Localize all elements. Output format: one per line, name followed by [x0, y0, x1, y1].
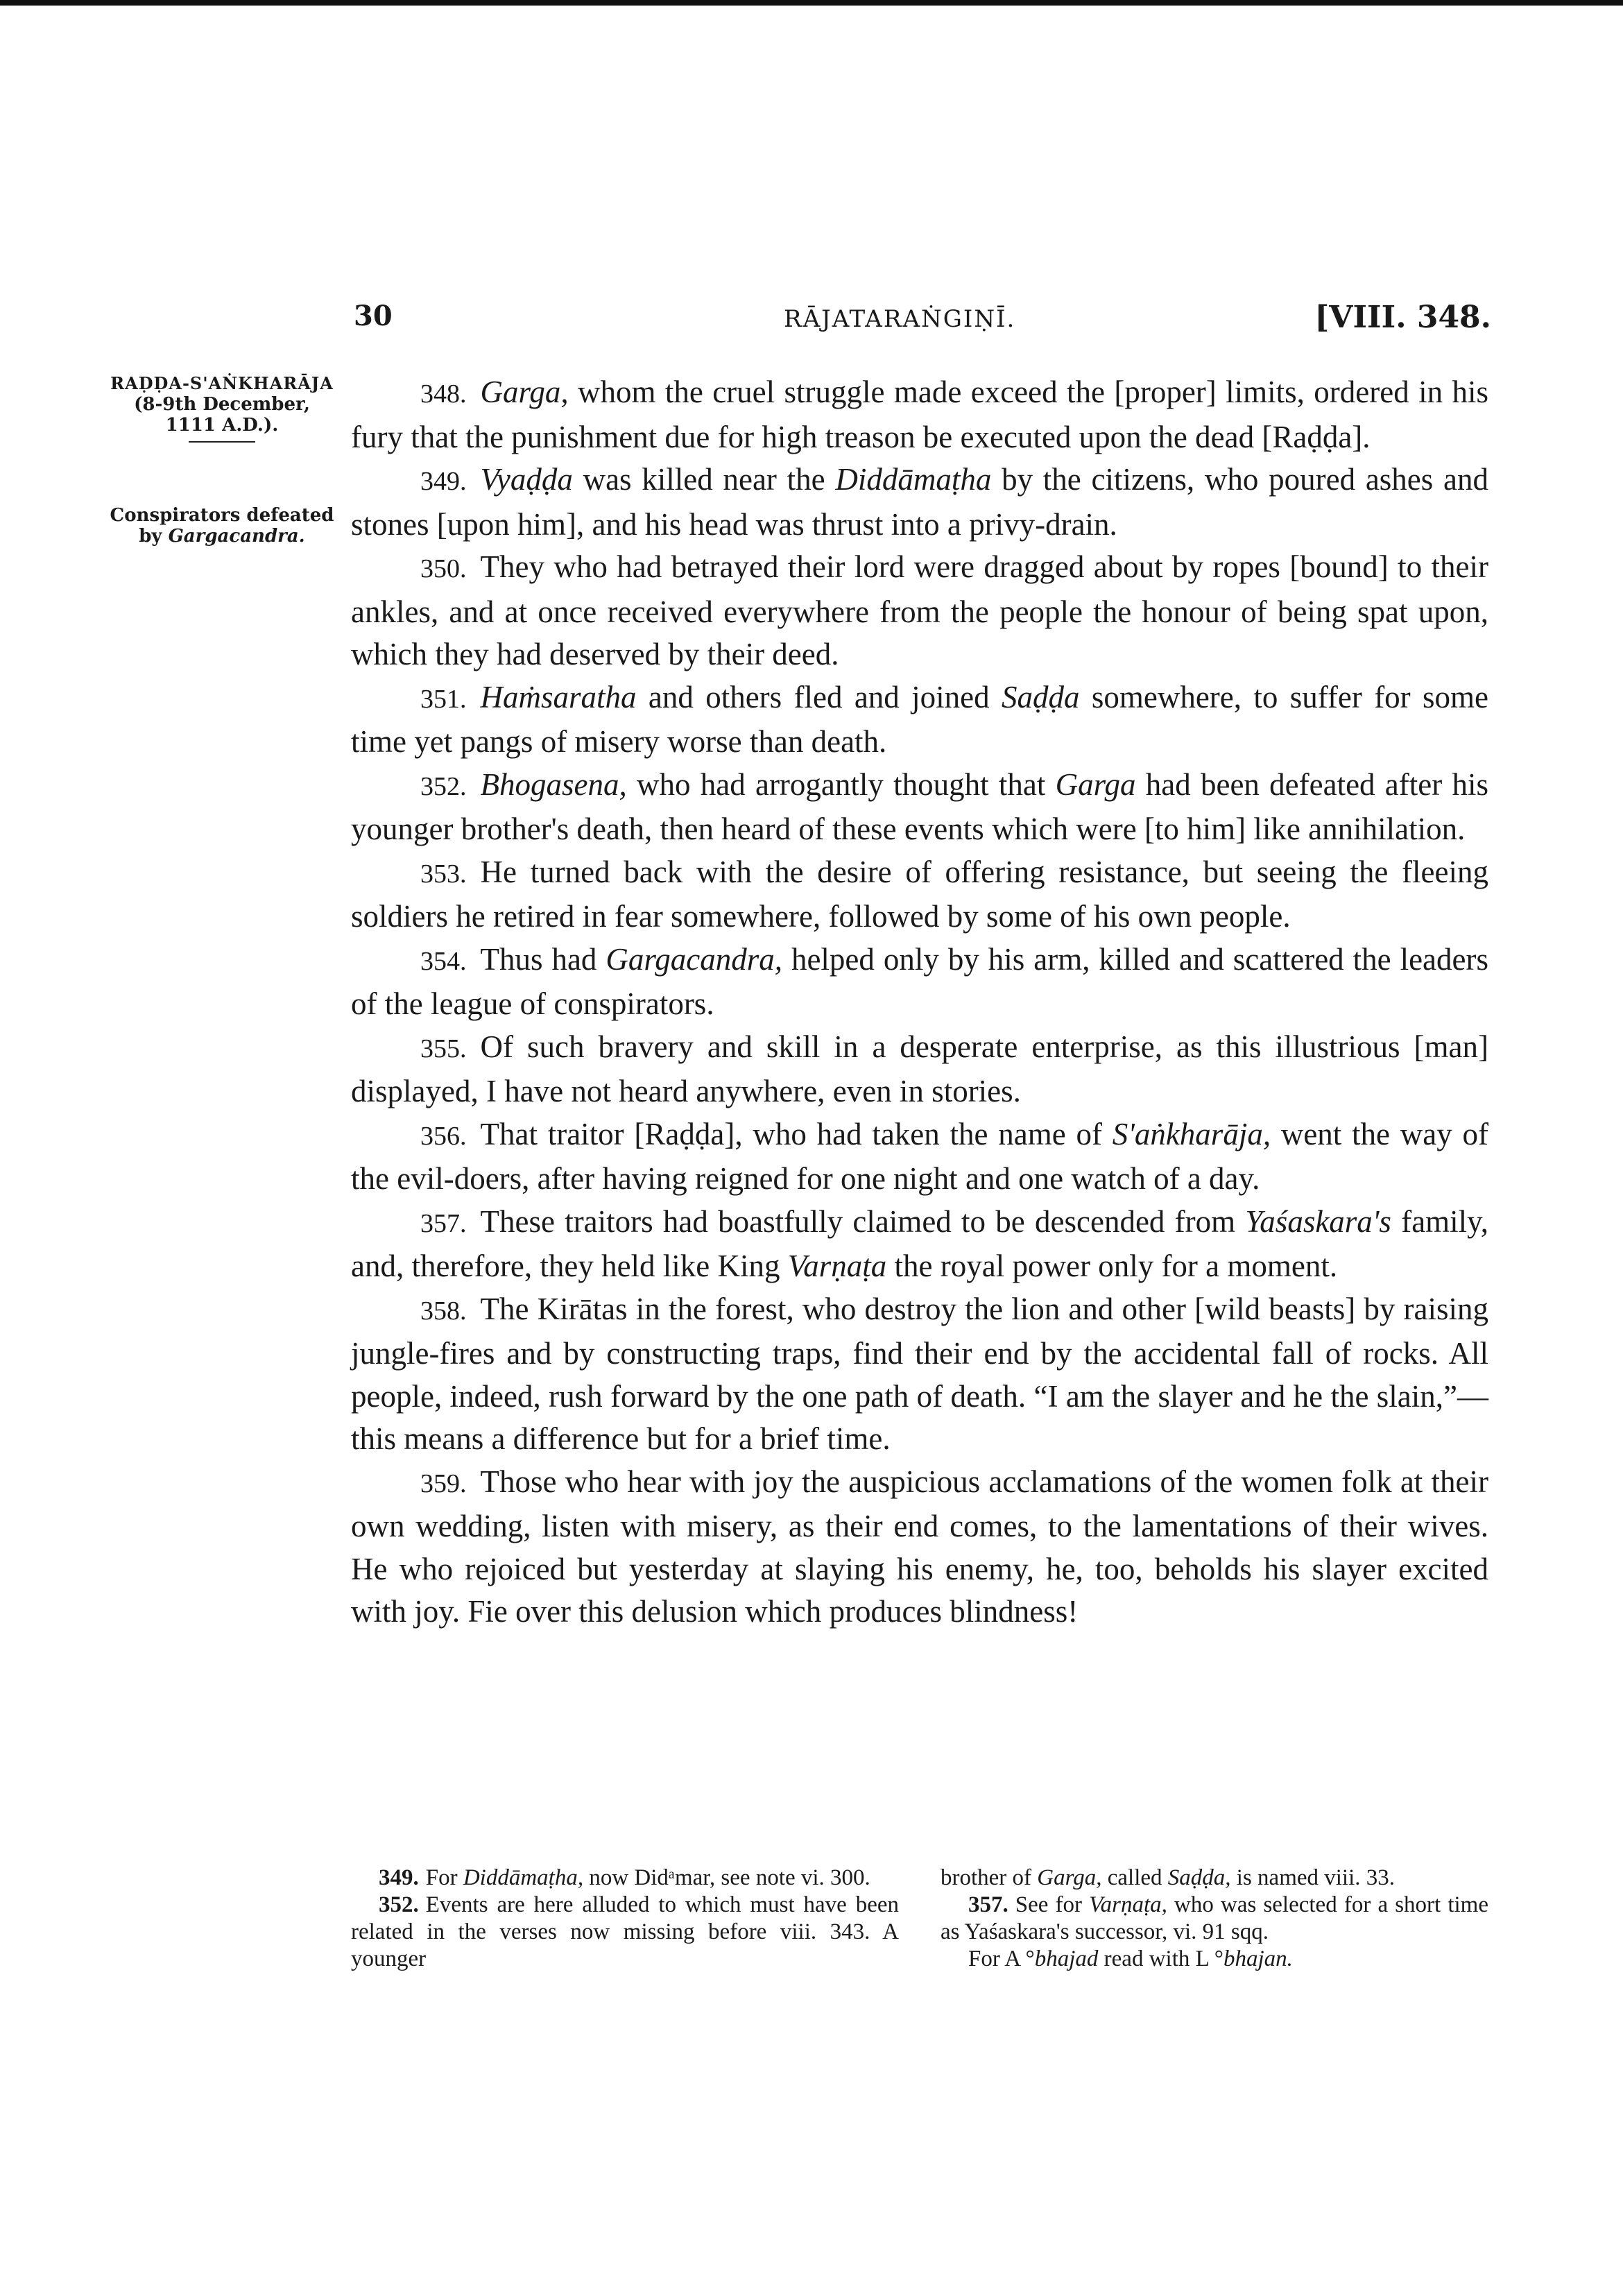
- verse-number: 354.: [420, 946, 467, 976]
- page-number: 30: [354, 300, 393, 332]
- footnote-column-right: [941, 1865, 1488, 1973]
- verse-number: 348.: [420, 379, 467, 409]
- sidenote-conspirators-line2: by Gargacandra.: [139, 526, 305, 547]
- sidenote-conspirators: [104, 505, 340, 547]
- footnote-357: 357. See for Varṇaṭa, who was selected for a short time as Yaśaskara's successor, vi. 91 sqq.: [941, 1892, 1488, 1944]
- verse-number: 355.: [420, 1034, 467, 1063]
- verse-paragraph: 353. He turned back with the desire of offering resistance, but seeing the fleeing soldiers he retired in fear somewhere, followed by some of his own people.: [351, 854, 1488, 934]
- footnote-352-continued: brother of Garga, called Saḍḍa, is named viii. 33.: [941, 1865, 1396, 1890]
- footnote-352: 352. Events are here alluded to which must have been related in the verses now missing before viii. 343. A younger: [351, 1892, 899, 1971]
- sidenote-divider: [189, 441, 255, 443]
- verse-number: 357.: [420, 1208, 467, 1238]
- verse-paragraph: 349. Vyaḍḍa was killed near the Diddāmaṭha by the citizens, who poured ashes and stones [upon him], and his head was thrust into a privy-drain.: [351, 462, 1488, 542]
- footnote-357-reading: For A °bhajad read with L °bhajan.: [968, 1946, 1293, 1971]
- footnote-column-left: [351, 1865, 899, 1973]
- running-title: RĀJATARAṄGIṆĪ.: [784, 305, 1016, 333]
- verse-paragraph: 359. Those who hear with joy the auspicious acclamations of the women folk at their own wedding, listen with misery, as their end comes, to the lamentations of their wives. He who rejoiced but yesterday at slaying his enemy, he, too, beholds his slayer excited with joy. Fie over this delusion which produces blindness!: [351, 1464, 1488, 1629]
- sidenote-conspirators-line1: Conspirators defeated: [110, 505, 334, 526]
- verse-number: 359.: [420, 1468, 467, 1498]
- verse-paragraph: 358. The Kirātas in the forest, who destroy the lion and other [wild beasts] by raising jungle-fires and by constructing traps, find their end by the accidental fall of rocks. All people, indeed, rush forward by the one path of death. “I am the slayer and he the slain,”—this means a difference but for a brief time.: [351, 1291, 1488, 1456]
- verse-number: 356.: [420, 1121, 467, 1151]
- sidenote-reign-dates: (8-9th December,: [134, 394, 310, 415]
- verse-number: 350.: [420, 554, 467, 583]
- page-top-edge: [0, 0, 1623, 6]
- verse-number: 352.: [420, 771, 467, 801]
- verse-paragraph: 352. Bhogasena, who had arrogantly thought that Garga had been defeated after his younger brother's death, then heard of these events which were [to him] like annihilation.: [351, 766, 1488, 846]
- verse-paragraph: 355. Of such bravery and skill in a desperate enterprise, as this illustrious [man] displayed, I have not heard anywhere, even in stories.: [351, 1029, 1488, 1108]
- verse-number: 351.: [420, 684, 467, 714]
- verse-paragraph: 354. Thus had Gargacandra, helped only by his arm, killed and scattered the leaders of the league of conspirators.: [351, 941, 1489, 1021]
- verse-paragraph: 357. These traitors had boastfully claimed to be descended from Yaśaskara's family, and, therefore, they held like King Varṇaṭa the royal power only for a moment.: [351, 1203, 1488, 1283]
- verse-paragraph: 351. Haṁsaratha and others fled and joined Saḍḍa somewhere, to suffer for some time yet pangs of misery worse than death.: [351, 679, 1489, 759]
- footnote-349: 349. For Diddāmaṭha, now Didᵃmar, see note vi. 300.: [379, 1865, 870, 1890]
- sidenote-reign-title: RAḌḌA-S'AṄKHARĀJA: [110, 373, 334, 393]
- page-header: [354, 300, 1491, 341]
- verse-number: 358.: [420, 1296, 467, 1326]
- verse-number: 349.: [420, 467, 467, 496]
- footnotes: [351, 1865, 1488, 1973]
- section-reference: [VIII. 348.: [1314, 300, 1491, 335]
- verse-paragraph: 348. Garga, whom the cruel struggle made exceed the [proper] limits, ordered in his fury that the punishment due for high treason be executed upon the dead [Raḍḍa].: [351, 375, 1488, 454]
- verse-paragraph: 350. They who had betrayed their lord were dragged about by ropes [bound] to their ankles, and at once received everywhere from the people the honour of being spat upon, which they had deserved by their deed.: [351, 549, 1488, 671]
- sidenote-reign: [104, 373, 340, 443]
- main-text: [351, 371, 1488, 1634]
- verse-number: 353.: [420, 859, 467, 889]
- sidenote-reign-year: 1111 A.D.).: [165, 415, 279, 436]
- verse-paragraph: 356. That traitor [Raḍḍa], who had taken the name of S'aṅkharāja, went the way of the evil-doers, after having reigned for one night and one watch of a day.: [351, 1116, 1488, 1196]
